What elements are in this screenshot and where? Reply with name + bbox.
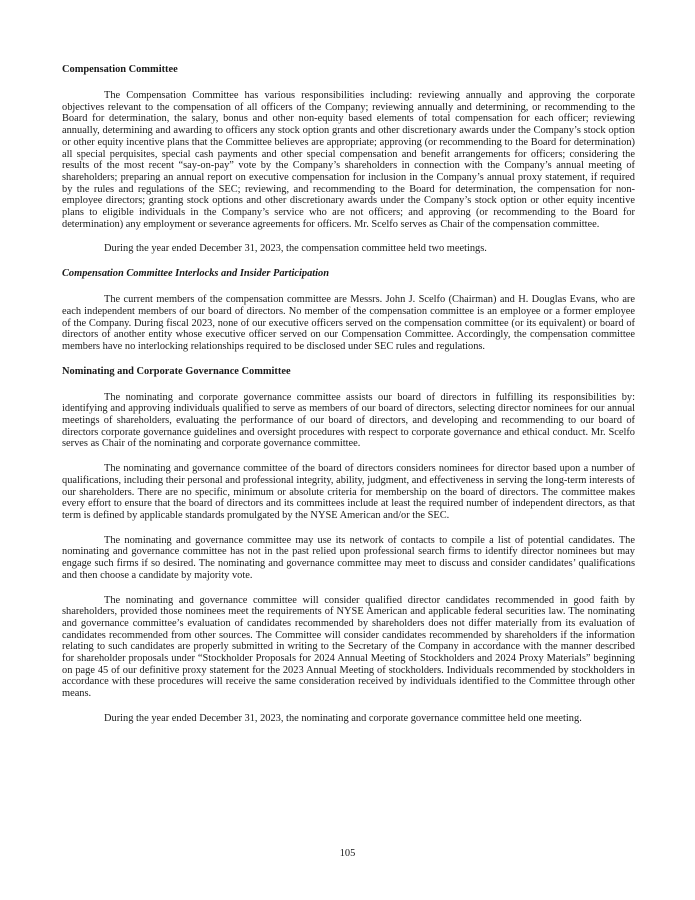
- compensation-meetings-paragraph: During the year ended December 31, 2023, the compensation committee held two meetings.: [104, 243, 487, 255]
- compensation-committee-paragraph: The Compensation Committee has various responsibilities including: reviewing annually and approving the corporate objectives relevant to the compensation of all officers of the Company; reviewing annually and determining, or recommending to the Board for determination, the salary, bonus and other non-equity based elements of total compensation for each officer; reviewing annually, determining and awarding to officers any stock option grants and other discretionary awards under the Company’s stock option or other equity incentive plans that the Committee believes are appropriate; approving (or recommending to the Board for determination) all special perquisites, special cash payments and other special compensation and benefit arrangements for officers; considering the results of the most recent “say-on-pay” vote by the Company’s shareholders in connection with the Company’s annual meeting of shareholders; preparing an annual report on executive compensation for inclusion in the Company’s annual proxy statement, if required by the rules and regulations of the SEC; reviewing, and recommending to the Board for determination, the compensation for non-employee directors; granting stock options and other discretionary awards under the Company’s stock option or other equity incentive plans to eligible individuals in the Company’s service who are not officers; and approving (or recommending to the Board for determination) any employment or severance agreements for officers. Mr. Scelfo serves as Chair of the compensation committee.: [62, 90, 635, 230]
- nominating-shareholder-recommendations-paragraph: The nominating and governance committee will consider qualified director candidates recommended in good faith by shareholders, provided those nominees meet the requirements of NYSE American and applicable federal securities law. The nominating and governance committee’s evaluation of candidates recommended by shareholders does not differ materially from its evaluation of candidates recommended from other sources. The Committee will consider candidates recommended by shareholders if the information relating to such candidates are properly submitted in writing to the Secretary of the Company in accordance with the manner described for shareholder proposals under “Stockholder Proposals for 2024 Annual Meeting of Stockholders and 2024 Proxy Materials” beginning on page 45 of our definitive proxy statement for the 2023 Annual Meeting of stockholders. Individuals recommended by stockholders in accordance with these procedures will receive the same consideration received by individuals identified to the Committee through other means.: [62, 594, 635, 700]
- nominating-meetings-paragraph: During the year ended December 31, 2023, the nominating and corporate governance committee held one meeting.: [104, 712, 582, 724]
- nominating-committee-heading: Nominating and Corporate Governance Committee: [62, 365, 291, 377]
- nominating-responsibilities-paragraph: The nominating and corporate governance committee assists our board of directors in fulfilling its responsibilities by: identifying and approving individuals qualified to serve as members of our board of directors, selecting director nominees for our annual meetings of shareholders, evaluating the performance of our board of directors, and developing and recommending to our board of directors corporate governance guidelines and oversight procedures with respect to corporate governance and ethical conduct. Mr. Scelfo serves as Chair of the nominating and corporate governance committee.: [62, 391, 635, 450]
- compensation-committee-heading: Compensation Committee: [62, 64, 178, 75]
- nominating-candidates-paragraph: The nominating and governance committee may use its network of contacts to compile a list of potential candidates. The nominating and governance committee has not in the past relied upon professional search firms to identify director nominees but may engage such firms if so desired. The nominating and governance committee may meet to discuss and consider candidates’ qualifications and then choose a candidate by majority vote.: [62, 534, 635, 581]
- interlocks-paragraph: The current members of the compensation committee are Messrs. John J. Scelfo (Chairman) and H. Douglas Evans, who are each independent members of our board of directors. No member of the compensation committee is an employee or a former employee of the Company. During fiscal 2023, none of our executive officers served on the compensation committee (or its equivalent) or board of directors of another entity whose executive officer served on our Compensation Committee. Accordingly, the compensation committee members have no interlocking relationships required to be disclosed under SEC rules and regulations.: [62, 294, 635, 352]
- page-number: 105: [339, 848, 356, 859]
- page-content: [62, 64, 635, 738]
- nominating-qualifications-paragraph: The nominating and governance committee of the board of directors considers nominees for director based upon a number of qualifications, including their personal and professional integrity, ability, judgment, and effectiveness in serving the long-term interests of our shareholders. There are no specific, minimum or absolute criteria for membership on the board of directors. The committee makes every effort to ensure that the board of directors and its committees include at least the required number of independent directors, as that term is defined by applicable standards promulgated by the NYSE American and/or the SEC.: [62, 463, 635, 521]
- interlocks-heading: Compensation Committee Interlocks and Insider Participation: [62, 268, 330, 280]
